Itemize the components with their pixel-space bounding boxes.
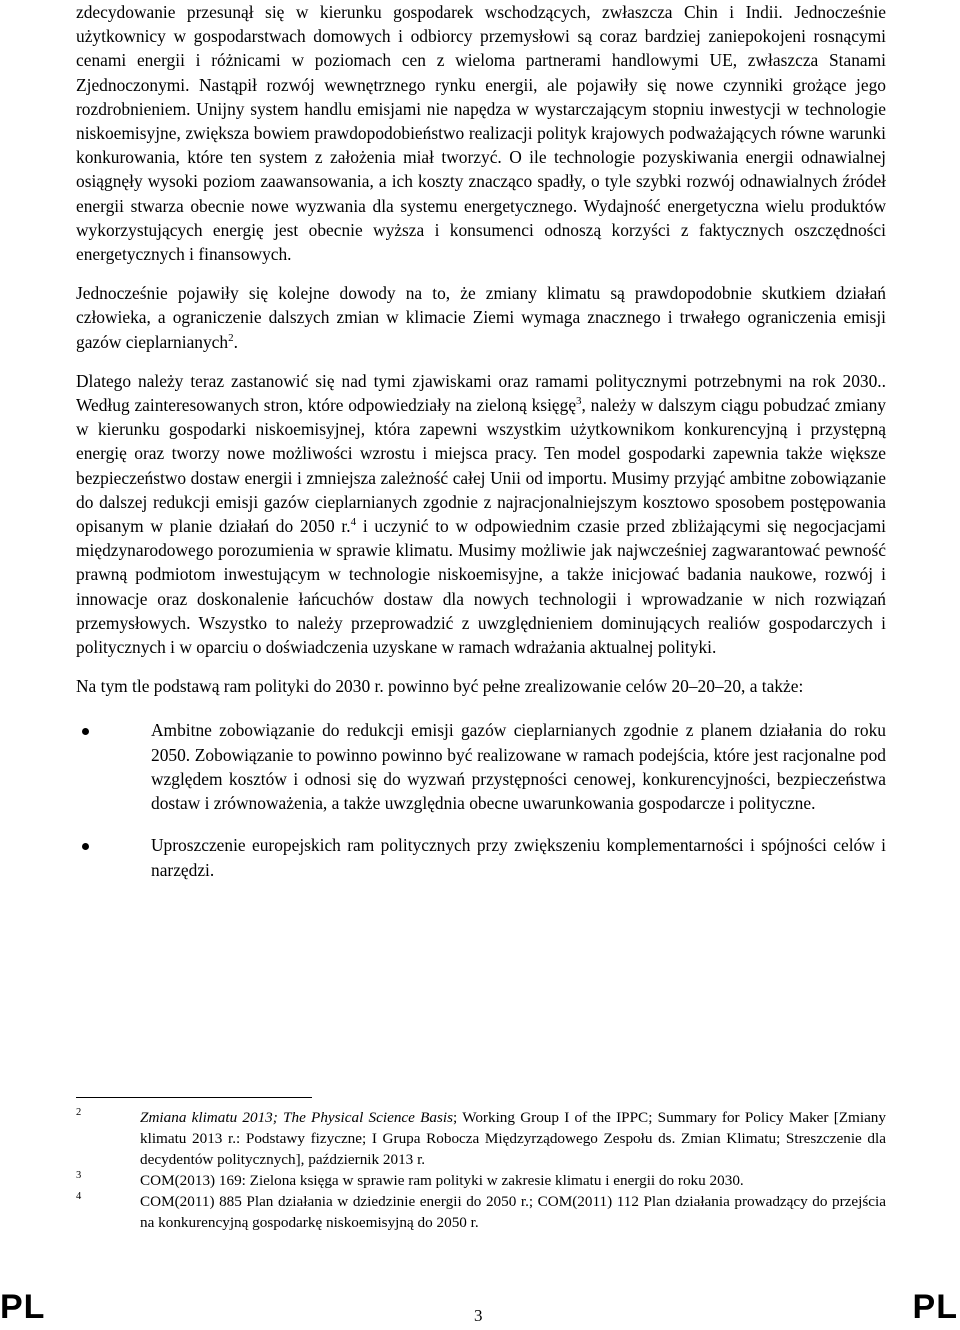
paragraph-3-part-a: Dlatego należy teraz zastanowić się nad tymi zjawiskami oraz ramami politycznymi potrzebnymi na rok 2030.. Według zainteresowanych stron, które odpowiedziały na zieloną księgę [76, 370, 886, 416]
paragraph-3-part-c: i uczynić to w odpowiednim czasie przed zbliżającymi się negocjacjami międzynarodowego porozumienia w sprawie klimatu. Musimy możliwie jak najwcześniej zagwarantować pewność prawną podmiotom inwestującym w technologie niskoemisyjne, a także inicjować badania naukowe, rozwój i innowacje oraz doskonalenie łańcuchów dostaw dla nowych technologii i wprowadzanie w nich rozwiązań przemysłowych. Wszystko to należy przeprowadzić z uwzględnieniem dominujących realiów gospodarczych i politycznych i w oparciu o doświadczenia uzyskane w ramach wdrażania aktualnej polityki. [76, 516, 887, 658]
list-item-text: Uproszczenie europejskich ram politycznych przy zwiększeniu komplementarności i spójności celów i narzędzi. [151, 835, 886, 880]
footnote-number: 2 [76, 1107, 82, 1118]
list-item [76, 718, 886, 815]
footnote-4-text: COM(2011) 885 Plan działania w dziedzinie energii do 2050 r.; COM(2011) 112 Plan działania prowadzący do przejścia na konkurencyjną gospodarkę niskoemisyjną do 2050 r. [140, 1193, 886, 1231]
footnote-separator [76, 1097, 312, 1098]
footnote-2-title: Zmiana klimatu 2013; The Physical Science Basis [140, 1109, 454, 1126]
footnote-2-text: ; Working Group I of the IPPC; Summary for Policy Maker [Zmiany klimatu 2013 r.: Podstawy fizyczne; I Grupa Robocza Międzyrządowego Zespołu ds. Zmian Klimatu; Streszczenie dla decydentów politycznych], październik 2013 r. [140, 1109, 886, 1168]
footnote-ref-3[interactable]: 3 [576, 395, 582, 408]
footnote-ref-4[interactable]: 4 [350, 516, 357, 529]
document-body [76, 0, 886, 900]
bullet-icon [82, 728, 89, 735]
paragraph-2-end: . [233, 331, 238, 352]
paragraph-2-text: Jednocześnie pojawiły się kolejne dowody na to, że zmiany klimatu są prawdopodobnie skutkiem działań człowieka, a ograniczenie dalszych zmian w klimacie Ziemi wymaga znacznego i trwałego ograniczenia emisji gazów cieplarnianych [76, 283, 886, 352]
paragraph-3 [76, 369, 886, 659]
footer-language-right: PL [912, 1288, 958, 1326]
page-number: 3 [474, 1306, 483, 1325]
list-item [76, 833, 886, 881]
footnote-number: 4 [76, 1191, 82, 1202]
paragraph-3-part-b: , należy w dalszym ciągu pobudzać zmiany w kierunku gospodarki niskoemisyjnej, która zapewni wszystkim użytkownikom konkurencyjną i przystępną energię oraz tworzy nowe możliwości wzrostu i miejsca pracy. Ten model gospodarki zapewnia także większe bezpieczeństwo dostaw energii i zmniejsza zależność całej Unii od importu. Musimy przyjąć ambitne zobowiązanie do dalszej redukcji emisji gazów cieplarnianych zgodnie z najracjonalniejszym kosztowo sposobem postępowania opisanym w planie działań do 2050 r. [76, 395, 886, 537]
bullet-list [76, 718, 886, 881]
paragraph-1: zdecydowanie przesunął się w kierunku gospodarek wschodzących, zwłaszcza Chin i Indii. Jednocześnie użytkownicy w gospodarstwach domowych i odbiorcy przemysłowi są coraz bardziej zaniepokojeni rosnącymi cenami energii i różnicami w poziomach cen z wieloma partnerami handlowymi UE, zwłaszcza Stanami Zjednoczonymi. Nastąpił rozwój wewnętrznego rynku energii, ale pojawiły się nowe czynniki grożące jego rozdrobnieniem. Unijny system handlu emisjami nie napędza w wystarczającym stopniu inwestycji w technologie niskoemisyjne, zwiększa bowiem prawdopodobieństwo realizacji polityk krajowych podważających równe warunki konkurowania, które ten system z założenia miał tworzyć. O ile technologie pozyskiwania energii odnawialnej osiągnęły wysoki poziom zaawansowania, a ich koszty znacząco spadły, o tyle szybki rozwój odnawialnych źródeł energii stwarza obecnie nowe wyzwania dla systemu energetycznego. Wydajność energetyczna wielu produktów wykorzystujących energię jest obecnie wyższa i konsumenci odnoszą korzyści z faktycznych oszczędności energetycznych i finansowych. [76, 2, 886, 265]
footer-language-left: PL [0, 1288, 46, 1326]
paragraph-4: Na tym tle podstawą ram polityki do 2030 r. powinno być pełne zrealizowanie celów 20–20–20, a także: [76, 676, 804, 697]
footnote-ref-2[interactable]: 2 [228, 331, 234, 344]
bullet-icon [82, 843, 89, 850]
footnote-2 [76, 1107, 886, 1170]
footnote-3 [76, 1170, 886, 1191]
paragraph-2 [76, 281, 886, 354]
footnote-4 [76, 1191, 886, 1233]
footnotes [76, 1107, 886, 1233]
footnote-number: 3 [76, 1170, 82, 1181]
list-item-text: Ambitne zobowiązanie do redukcji emisji gazów cieplarnianych zgodnie z planem działania do roku 2050. Zobowiązanie to powinno powinno być realizowane w ramach podejścia, które jest racjonalne pod względem kosztów i odnosi się do wyzwań przystępności cenowej, konkurencyjności, bezpieczeństwa dostaw i zrównoważenia, a także uwzględnia obecne uwarunkowania gospodarcze i polityczne. [151, 720, 886, 814]
footnote-3-text: COM(2013) 169: Zielona księga w sprawie ram polityki w zakresie klimatu i energii do roku 2030. [140, 1172, 744, 1189]
